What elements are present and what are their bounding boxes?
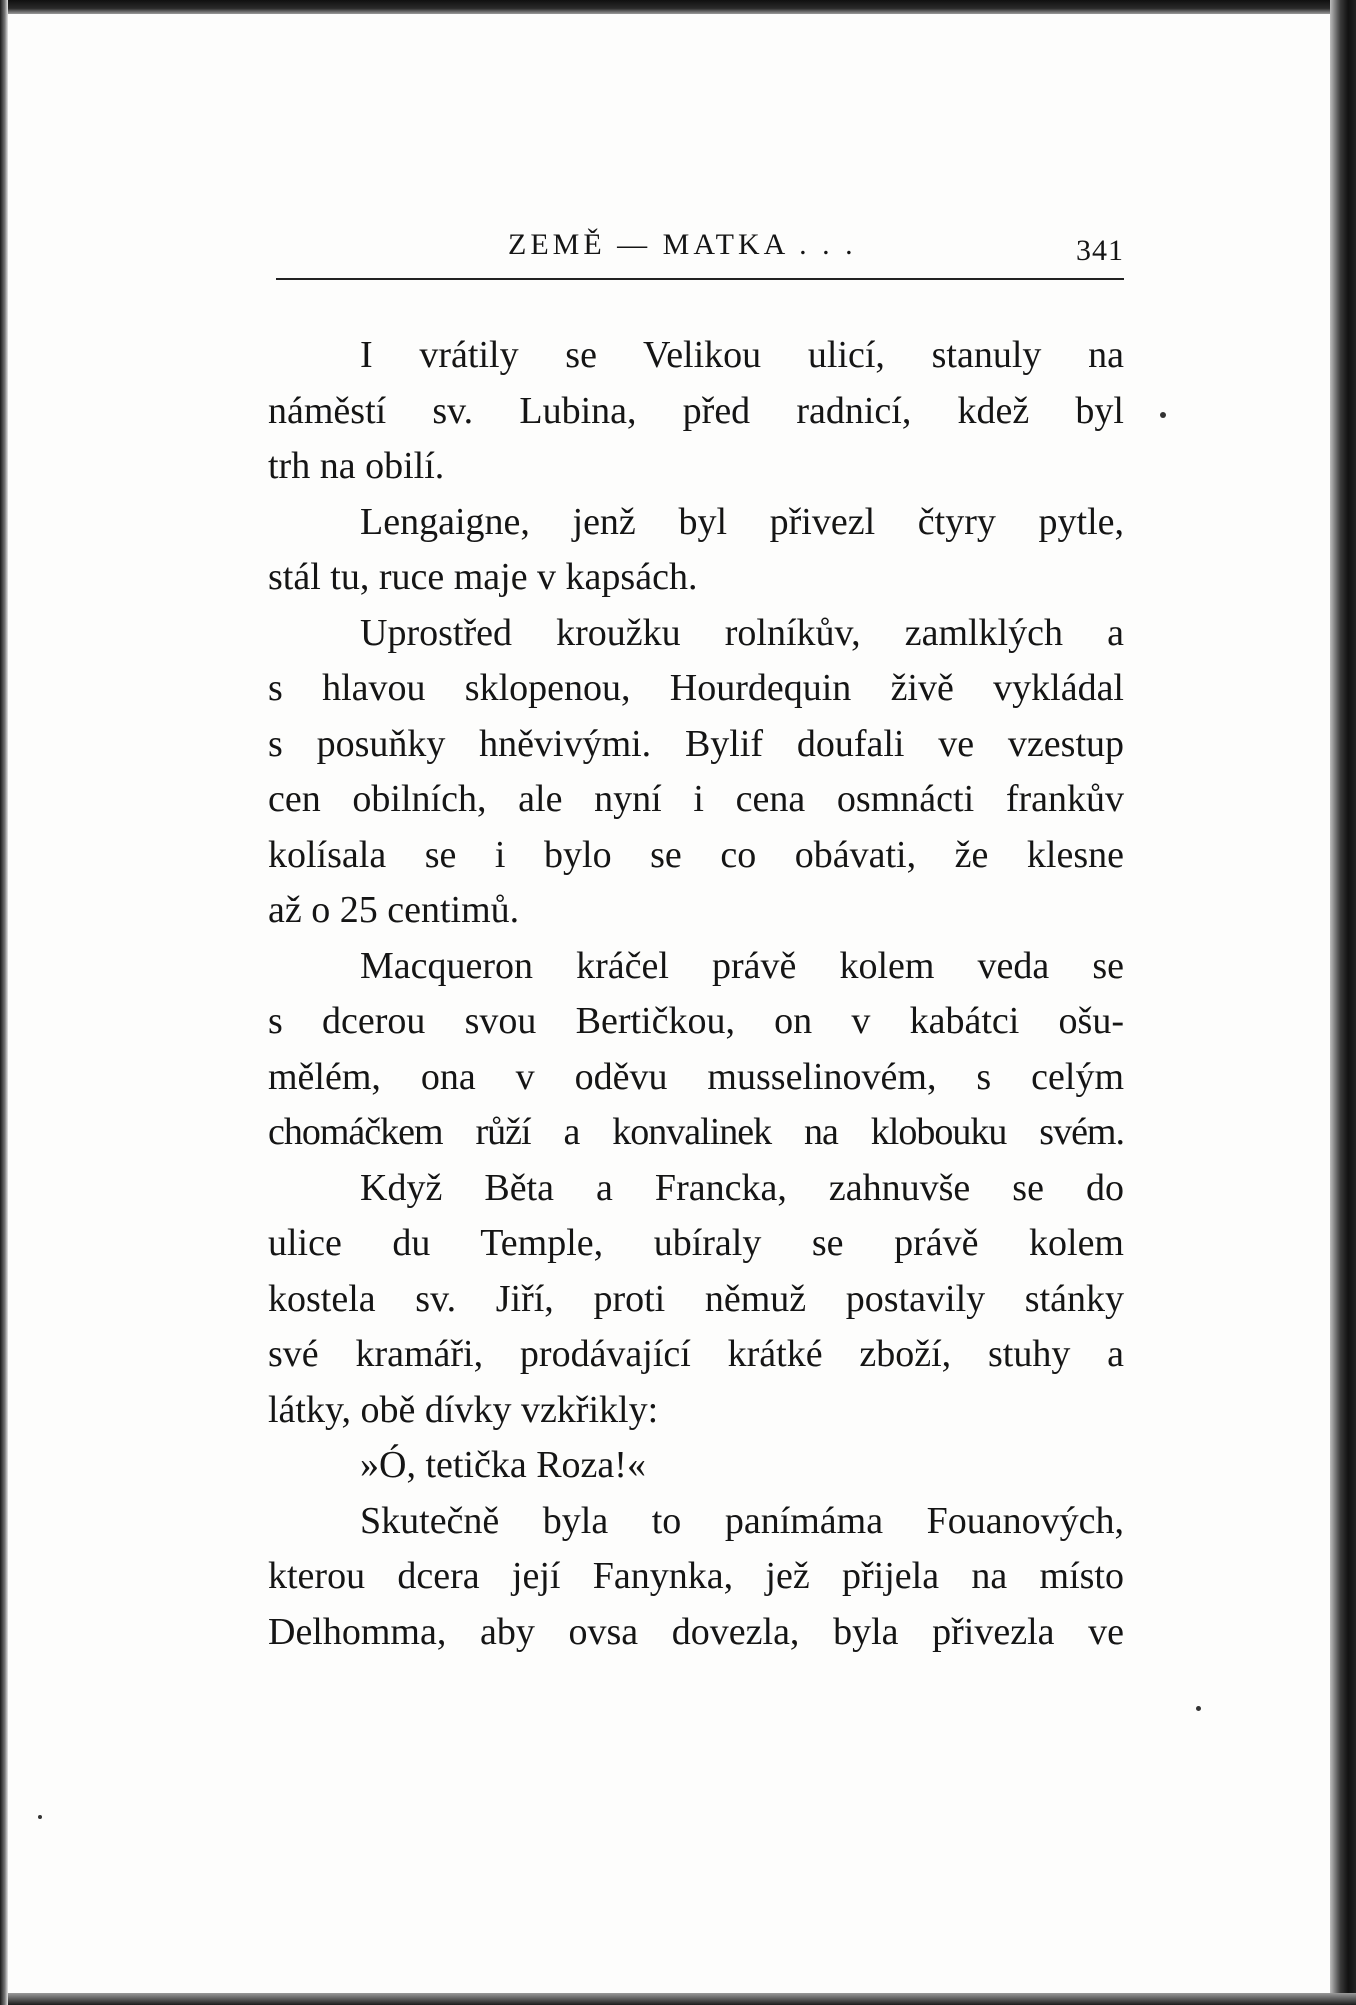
text-line: Když Běta a Francka, zahnuvše se do (360, 1166, 1124, 1209)
running-title: ZEMĚ — MATKA . . . (508, 228, 857, 261)
text-line: cen obilních, ale nyní i cena osmnácti frankův (268, 778, 1124, 820)
paragraph (268, 939, 1124, 1161)
scan-edge-right (1330, 0, 1356, 2005)
paragraph (268, 1494, 1124, 1661)
text-line: své kramáři, prodávající krátké zboží, stuhy a (268, 1333, 1124, 1375)
text-line: ulice du Temple, ubíraly se právě kolem (268, 1222, 1124, 1264)
text-line: stál tu, ruce maje v kapsách. (268, 556, 698, 598)
text-line: až o 25 centimů. (268, 889, 520, 931)
scan-edge-left (0, 0, 8, 2005)
header-rule (276, 278, 1124, 280)
paragraph (268, 328, 1124, 495)
text-line: Uprostřed kroužku rolníkův, zamlklých a (360, 611, 1124, 654)
text-line: chomáčkem růží a konvalinek na klobouku svém. (268, 1111, 1124, 1153)
text-line: kterou dcera její Fanynka, jež přijela na místo (268, 1555, 1124, 1597)
scan-edge-bottom (0, 1993, 1356, 2005)
text-line: s hlavou sklopenou, Hourdequin živě vykládal (268, 667, 1124, 709)
page-number: 341 (1076, 234, 1124, 267)
scan-speck (1160, 412, 1166, 418)
text-line: náměstí sv. Lubina, před radnicí, kdež byl (268, 389, 1124, 432)
text-line: I vrátily se Velikou ulicí, stanuly na (360, 334, 1124, 376)
text-line: látky, obě dívky vzkřikly: (268, 1388, 659, 1431)
text-line: Skutečně byla to panímáma Fouanových, (360, 1499, 1124, 1542)
text-line: Lengaigne, jenž byl přivezl čtyry pytle, (360, 500, 1124, 543)
text-line: s dcerou svou Bertičkou, on v kabátci ošu- (268, 1000, 1124, 1042)
text-line: Macqueron kráčel právě kolem veda se (360, 944, 1124, 987)
paragraph (268, 606, 1124, 939)
paragraph (268, 495, 1124, 606)
paragraph (268, 1438, 1124, 1494)
body-text (268, 328, 1124, 1660)
text-line: s posuňky hněvivými. Bylif doufali ve vzestup (268, 722, 1124, 765)
paragraph (268, 1161, 1124, 1439)
text-line: kolísala se i bylo se co obávati, že klesne (268, 833, 1124, 876)
text-line: trh na obilí. (268, 445, 445, 487)
text-line: Delhomma, aby ovsa dovezla, byla přivezla ve (268, 1610, 1124, 1653)
text-line: »Ó, tetička Roza!« (360, 1444, 646, 1486)
text-line: kostela sv. Jiří, proti němuž postavily stánky (268, 1277, 1124, 1320)
page-header (268, 224, 1124, 270)
text-line: mělém, ona v oděvu musselinovém, s celým (268, 1055, 1124, 1098)
scan-edge-top (0, 0, 1356, 14)
scan-speck (38, 1815, 42, 1819)
scan-speck (1196, 1706, 1201, 1711)
